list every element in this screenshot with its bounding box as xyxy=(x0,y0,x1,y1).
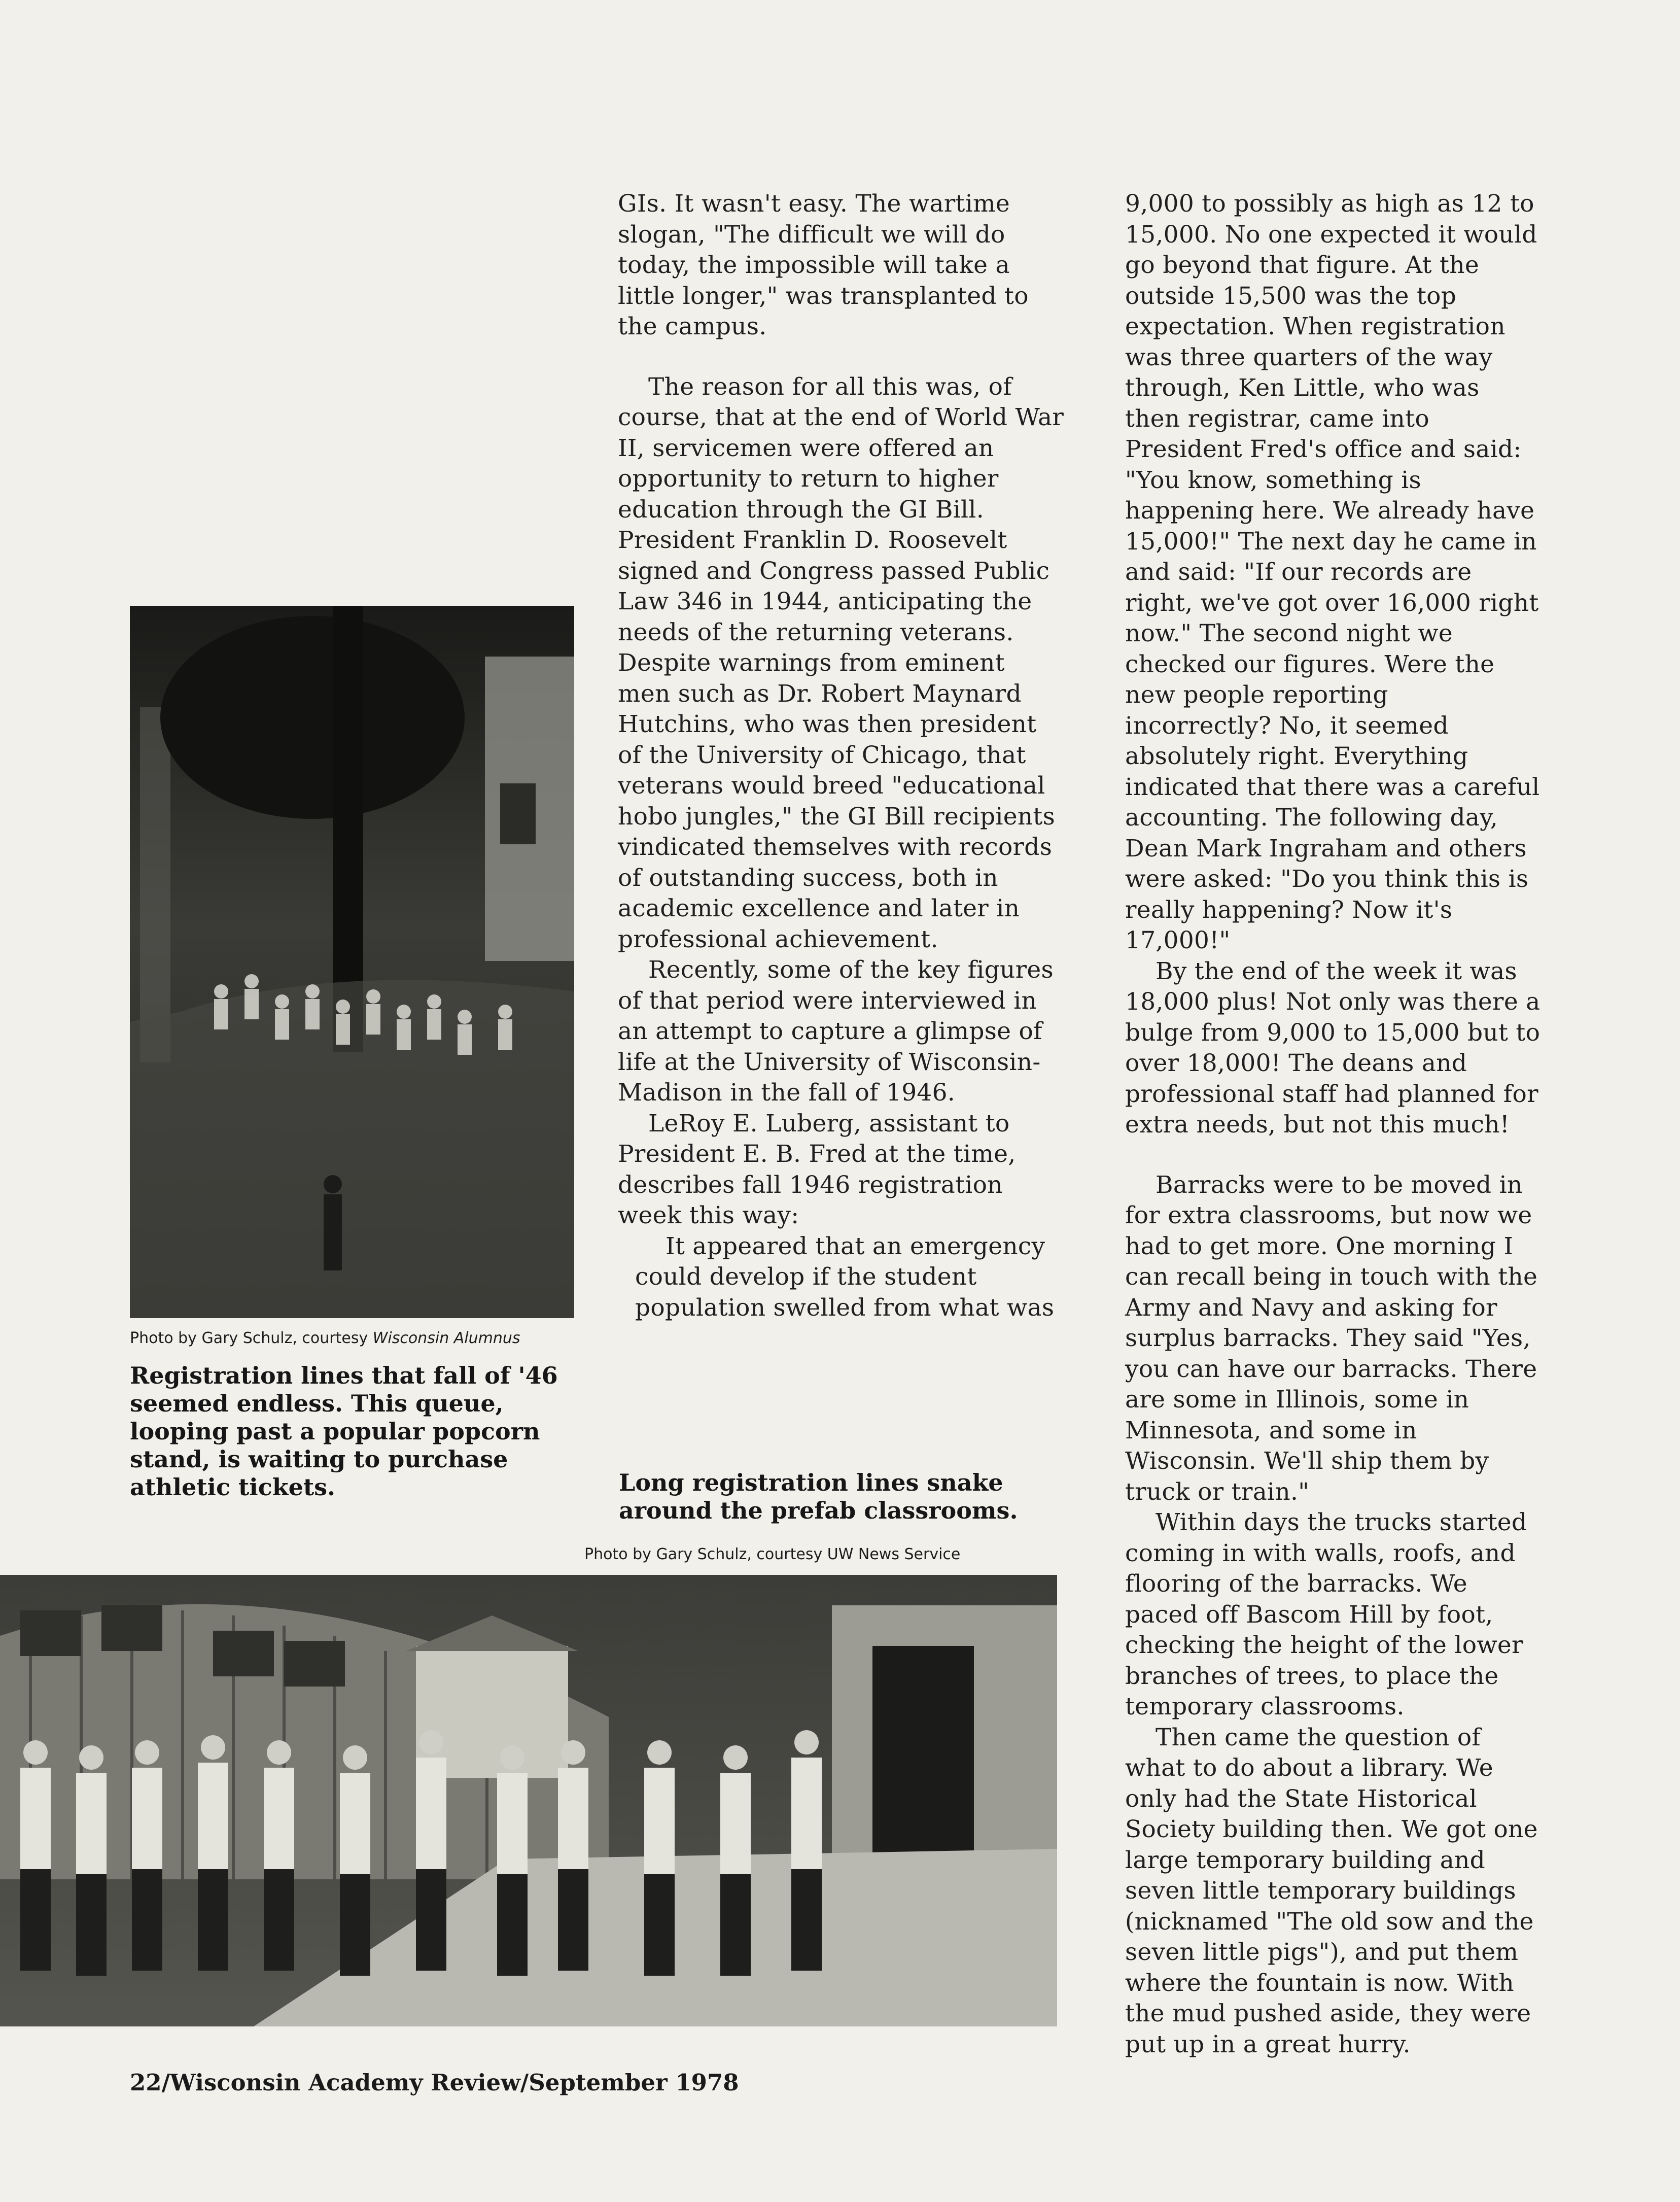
photo-credit-uw-news-service: Photo by Gary Schulz, courtesy UW News Service xyxy=(584,1545,961,1563)
photo-prefab-classrooms xyxy=(0,1575,1057,2026)
article-column-middle xyxy=(618,189,1064,1323)
caption-registration-queue: Registration lines that fall of '46 seemed endless. This queue, looping past a popular popcorn stand, is waiting to purchase athletic tickets. xyxy=(130,1362,558,1501)
photo-prefab-image xyxy=(0,1575,1057,2026)
paragraph: Then came the question of what to do about a library. We only had the State Historical Society building then. We got one large temporary building and seven little temporary buildings (nicknamed "The old sow and the seven little pigs"), and put them where the fountain is now. With the mud pushed aside, they were put up in a great hurry. xyxy=(1125,1723,1538,2058)
paragraph: Barracks were to be moved in for extra classrooms, but now we had to get more. One morning I can recall being in touch with the Army and Navy and asking for surplus barracks. They said "Yes, you can have our barracks. There are some in Illinois, some in Minnesota, and some in Wisconsin. We'll ship them by truck or train." xyxy=(1125,1171,1538,1506)
photo-credit-wisconsin-alumnus: Photo by Gary Schulz, courtesy Wisconsin Alumnus xyxy=(130,1329,520,1347)
caption-prefab-classrooms: Long registration lines snake around the prefab classrooms. xyxy=(619,1469,1018,1524)
paragraph: Recently, some of the key figures of that period were interviewed in an attempt to capture a glimpse of life at the University of Wisconsin-Madison in the fall of 1946. xyxy=(618,956,1054,1107)
paragraph: GIs. It wasn't easy. The wartime slogan, "The difficult we will do today, the impossible will take a little longer," was transplanted to the campus. xyxy=(618,190,1029,340)
paragraph: LeRoy E. Luberg, assistant to President E. B. Fred at the time, describes fall 1946 registration week this way: xyxy=(618,1109,1016,1229)
paragraph: By the end of the week it was 18,000 plus! Not only was there a bulge from 9,000 to 15,000 but to over 18,000! The deans and professional staff had planned for extra needs, but not this much! xyxy=(1125,957,1541,1139)
paragraph: The reason for all this was, of course, that at the end of World War II, servicemen were offered an opportunity to return to higher education through the GI Bill. President Franklin D. Roosevelt signed and Congress passed Public Law 346 in 1944, anticipating the needs of the returning veterans. Despite warnings from eminent men such as Dr. Robert Maynard Hutchins, who was then president of the University of Chicago, that veterans would breed "educational hobo jungles," the GI Bill recipients vindicated themselves with records of outstanding success, both in academic excellence and later in professional achievement. xyxy=(618,372,1064,953)
quoted-paragraph: It appeared that an emergency could develop if the student population swelled from what was xyxy=(635,1232,1055,1322)
photo-registration-queue xyxy=(130,606,574,1318)
photo-queue-image xyxy=(130,606,574,1318)
credit-source: Wisconsin Alumnus xyxy=(372,1329,520,1347)
paragraph: Within days the trucks started coming in with walls, roofs, and flooring of the barracks. We paced off Bascom Hill by foot, checking the height of the lower branches of trees, to place the temporary classrooms. xyxy=(1125,1508,1527,1721)
article-column-right xyxy=(1125,189,1541,2060)
page-footer: 22/Wisconsin Academy Review/September 1978 xyxy=(130,2069,739,2096)
paragraph: 9,000 to possibly as high as 12 to 15,000. No one expected it would go beyond that figure. At the outside 15,500 was the top expectation. When registration was three quarters of the way through, Ken Little, who was then registrar, came into President Fred's office and said: "You know, something is happening here. We already have 15,000!" The next day he came in and said: "If our records are right, we've got over 16,000 right now." The second night we checked our figures. Were the new people reporting incorrectly? No, it seemed absolutely right. Everything indicated that there was a careful accounting. The following day, Dean Mark Ingraham and others were asked: "Do you think this is really happening? Now it's 17,000!" xyxy=(1125,190,1540,954)
